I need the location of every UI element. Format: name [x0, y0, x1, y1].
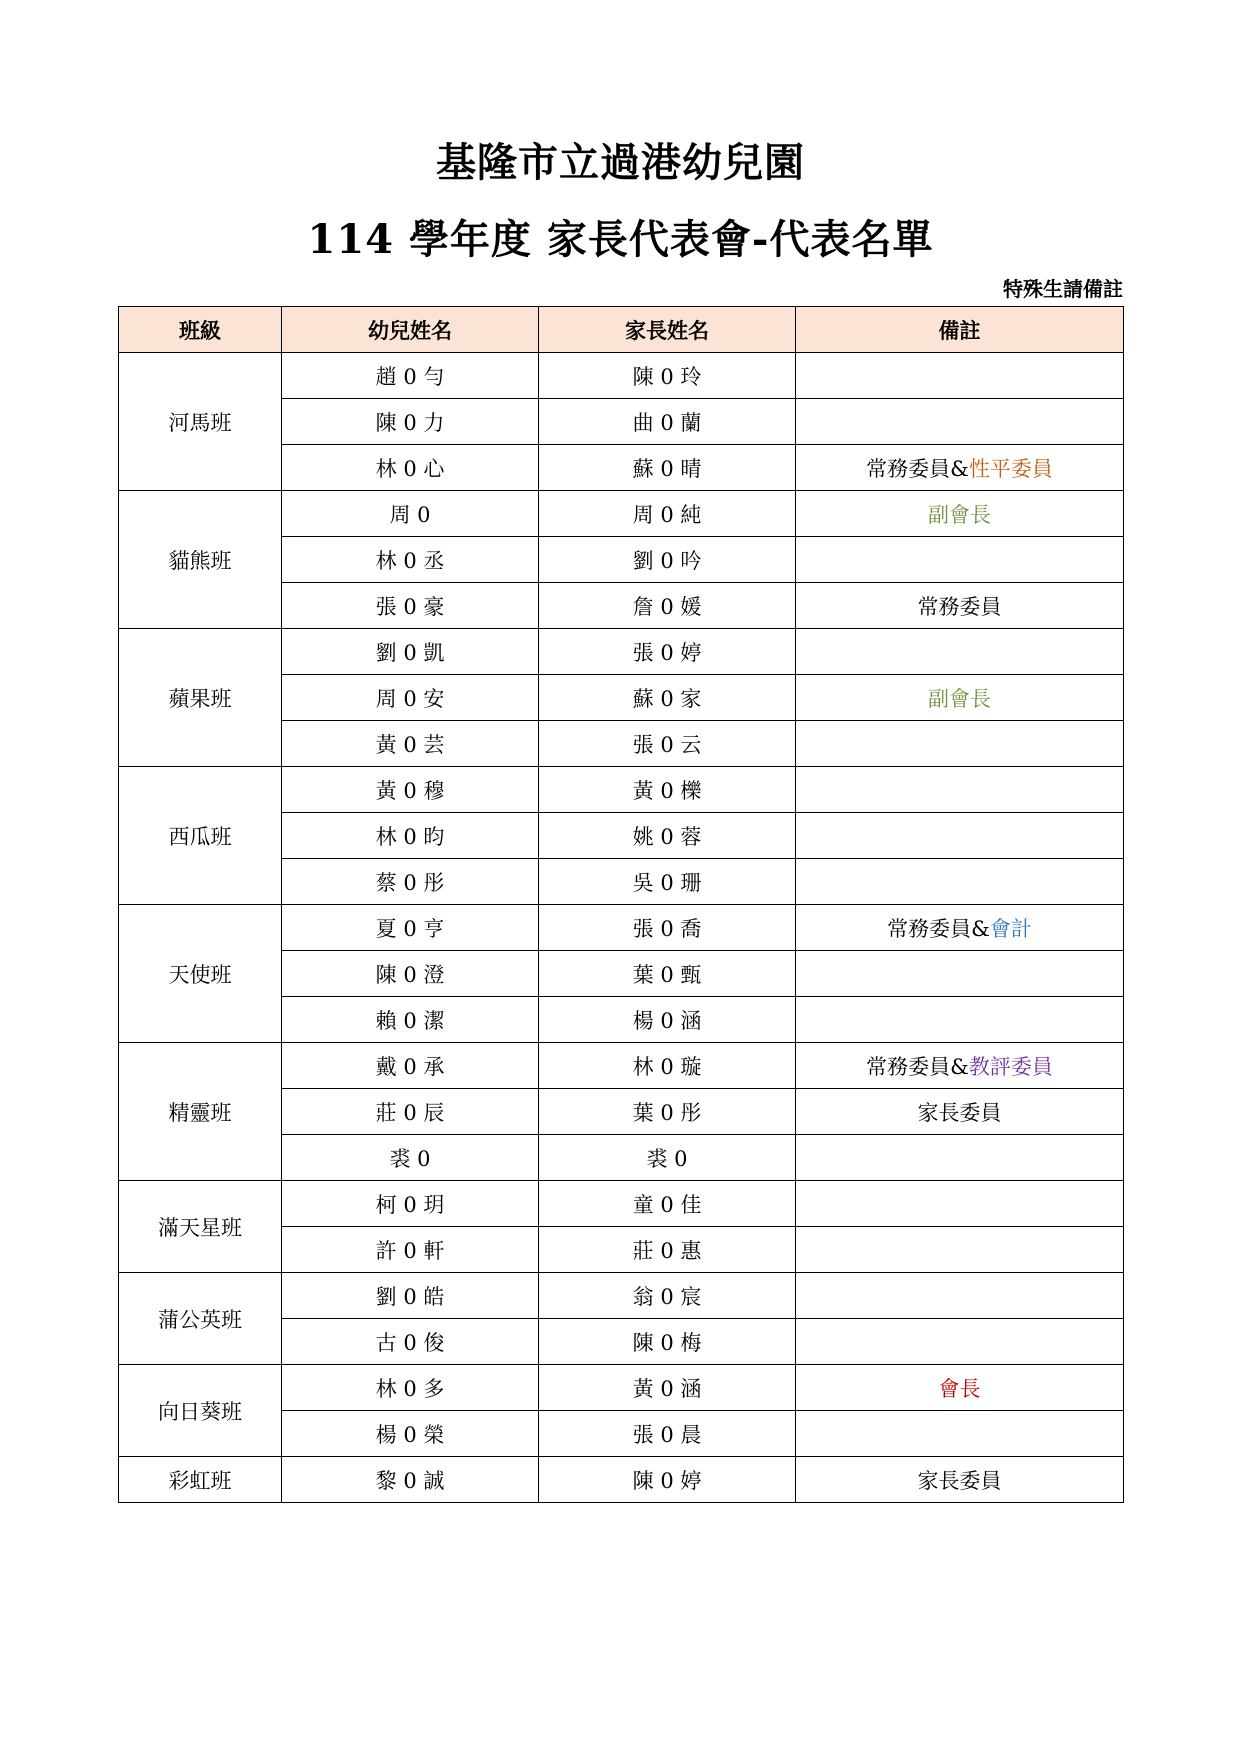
child-name-cell: 蔡 0 彤 — [282, 859, 539, 905]
remark-cell — [796, 491, 1124, 537]
remark-cell — [796, 399, 1124, 445]
remark-text: 常務委員& — [866, 1054, 969, 1079]
remark-text: 教評委員 — [968, 1054, 1053, 1079]
remark-cell — [796, 905, 1124, 951]
remark-text: 副會長 — [928, 502, 991, 527]
remark-cell — [796, 951, 1124, 997]
remark-text: 副會長 — [928, 686, 991, 711]
child-name-cell: 古 0 俊 — [282, 1319, 539, 1365]
child-name-cell: 劉 0 凱 — [282, 629, 539, 675]
child-name-cell: 林 0 多 — [282, 1365, 539, 1411]
remark-cell — [796, 629, 1124, 675]
class-name-cell: 精靈班 — [119, 1043, 282, 1181]
class-name-cell: 彩虹班 — [119, 1457, 282, 1503]
table-row — [119, 1181, 1124, 1227]
remark-cell — [796, 1135, 1124, 1181]
parent-name-cell: 翁 0 宸 — [539, 1273, 796, 1319]
special-note: 特殊生請備註 — [1003, 277, 1123, 301]
parent-name-cell: 曲 0 蘭 — [539, 399, 796, 445]
table-row — [119, 905, 1124, 951]
class-name-cell: 滿天星班 — [119, 1181, 282, 1273]
child-name-cell: 許 0 軒 — [282, 1227, 539, 1273]
remark-cell — [796, 1227, 1124, 1273]
parent-name-cell: 葉 0 甄 — [539, 951, 796, 997]
remark-cell — [796, 1457, 1124, 1503]
remark-cell — [796, 721, 1124, 767]
parent-name-cell: 黃 0 涵 — [539, 1365, 796, 1411]
table-row — [119, 1457, 1124, 1503]
remark-cell — [796, 445, 1124, 491]
child-name-cell: 林 0 昀 — [282, 813, 539, 859]
child-name-cell: 林 0 心 — [282, 445, 539, 491]
remark-cell — [796, 1089, 1124, 1135]
remark-cell — [796, 859, 1124, 905]
parent-name-cell: 劉 0 吟 — [539, 537, 796, 583]
parent-name-cell: 張 0 云 — [539, 721, 796, 767]
child-name-cell: 夏 0 亨 — [282, 905, 539, 951]
child-name-cell: 劉 0 皓 — [282, 1273, 539, 1319]
table-row — [119, 491, 1124, 537]
table-row — [119, 353, 1124, 399]
parent-name-cell: 林 0 璇 — [539, 1043, 796, 1089]
remark-text: 常務委員& — [887, 916, 990, 941]
remark-cell — [796, 537, 1124, 583]
parent-name-cell: 張 0 晨 — [539, 1411, 796, 1457]
remark-text: 性平委員 — [968, 456, 1053, 481]
parent-name-cell: 詹 0 媛 — [539, 583, 796, 629]
parent-name-cell: 莊 0 惠 — [539, 1227, 796, 1273]
parent-name-cell: 陳 0 玲 — [539, 353, 796, 399]
remark-cell — [796, 675, 1124, 721]
remark-text: 會計 — [989, 916, 1032, 941]
remark-text: 常務委員 — [917, 594, 1002, 619]
remark-cell — [796, 353, 1124, 399]
remark-cell — [796, 1319, 1124, 1365]
parent-name-cell: 姚 0 蓉 — [539, 813, 796, 859]
table-row — [119, 767, 1124, 813]
child-name-cell: 黃 0 穆 — [282, 767, 539, 813]
parent-name-cell: 蘇 0 晴 — [539, 445, 796, 491]
child-name-cell: 賴 0 潔 — [282, 997, 539, 1043]
representatives-table — [118, 306, 1124, 1503]
child-name-cell: 林 0 丞 — [282, 537, 539, 583]
parent-name-cell: 楊 0 涵 — [539, 997, 796, 1043]
child-name-cell: 戴 0 承 — [282, 1043, 539, 1089]
child-name-cell: 柯 0 玥 — [282, 1181, 539, 1227]
child-name-cell: 莊 0 辰 — [282, 1089, 539, 1135]
remark-text: 會長 — [938, 1376, 981, 1401]
remark-cell — [796, 1043, 1124, 1089]
parent-name-cell: 陳 0 梅 — [539, 1319, 796, 1365]
header-class: 班級 — [119, 307, 282, 353]
parent-name-cell: 葉 0 彤 — [539, 1089, 796, 1135]
child-name-cell: 黎 0 誠 — [282, 1457, 539, 1503]
child-name-cell: 趙 0 勻 — [282, 353, 539, 399]
table-row — [119, 1043, 1124, 1089]
document-title: 114 學年度 家長代表會-代表名單 — [307, 216, 934, 263]
remark-cell — [796, 997, 1124, 1043]
remark-cell — [796, 767, 1124, 813]
class-name-cell: 貓熊班 — [119, 491, 282, 629]
class-name-cell: 蒲公英班 — [119, 1273, 282, 1365]
parent-name-cell: 蘇 0 家 — [539, 675, 796, 721]
child-name-cell: 周 0 — [282, 491, 539, 537]
header-child-name: 幼兒姓名 — [282, 307, 539, 353]
parent-name-cell: 張 0 婷 — [539, 629, 796, 675]
class-name-cell: 河馬班 — [119, 353, 282, 491]
remark-cell — [796, 1411, 1124, 1457]
school-name: 基隆市立過港幼兒園 — [436, 139, 805, 186]
parent-name-cell: 黃 0 櫟 — [539, 767, 796, 813]
class-name-cell: 天使班 — [119, 905, 282, 1043]
remark-cell — [796, 1181, 1124, 1227]
parent-name-cell: 童 0 佳 — [539, 1181, 796, 1227]
parent-name-cell: 周 0 純 — [539, 491, 796, 537]
class-name-cell: 西瓜班 — [119, 767, 282, 905]
remark-cell — [796, 583, 1124, 629]
header-parent-name: 家長姓名 — [539, 307, 796, 353]
remark-cell — [796, 1365, 1124, 1411]
child-name-cell: 楊 0 榮 — [282, 1411, 539, 1457]
table-header-row — [119, 307, 1124, 353]
parent-name-cell: 張 0 喬 — [539, 905, 796, 951]
remark-text: 家長委員 — [917, 1100, 1002, 1125]
remark-cell — [796, 813, 1124, 859]
child-name-cell: 黃 0 芸 — [282, 721, 539, 767]
child-name-cell: 張 0 豪 — [282, 583, 539, 629]
table-row — [119, 1273, 1124, 1319]
child-name-cell: 裘 0 — [282, 1135, 539, 1181]
child-name-cell: 周 0 安 — [282, 675, 539, 721]
class-name-cell: 蘋果班 — [119, 629, 282, 767]
remark-text: 常務委員& — [866, 456, 969, 481]
parent-name-cell: 陳 0 婷 — [539, 1457, 796, 1503]
child-name-cell: 陳 0 力 — [282, 399, 539, 445]
table-row — [119, 629, 1124, 675]
table-body — [119, 353, 1124, 1503]
child-name-cell: 陳 0 澄 — [282, 951, 539, 997]
class-name-cell: 向日葵班 — [119, 1365, 282, 1457]
remark-cell — [796, 1273, 1124, 1319]
remark-text: 家長委員 — [917, 1468, 1002, 1493]
header-remark: 備註 — [796, 307, 1124, 353]
parent-name-cell: 裘 0 — [539, 1135, 796, 1181]
table-row — [119, 1365, 1124, 1411]
parent-name-cell: 吳 0 珊 — [539, 859, 796, 905]
